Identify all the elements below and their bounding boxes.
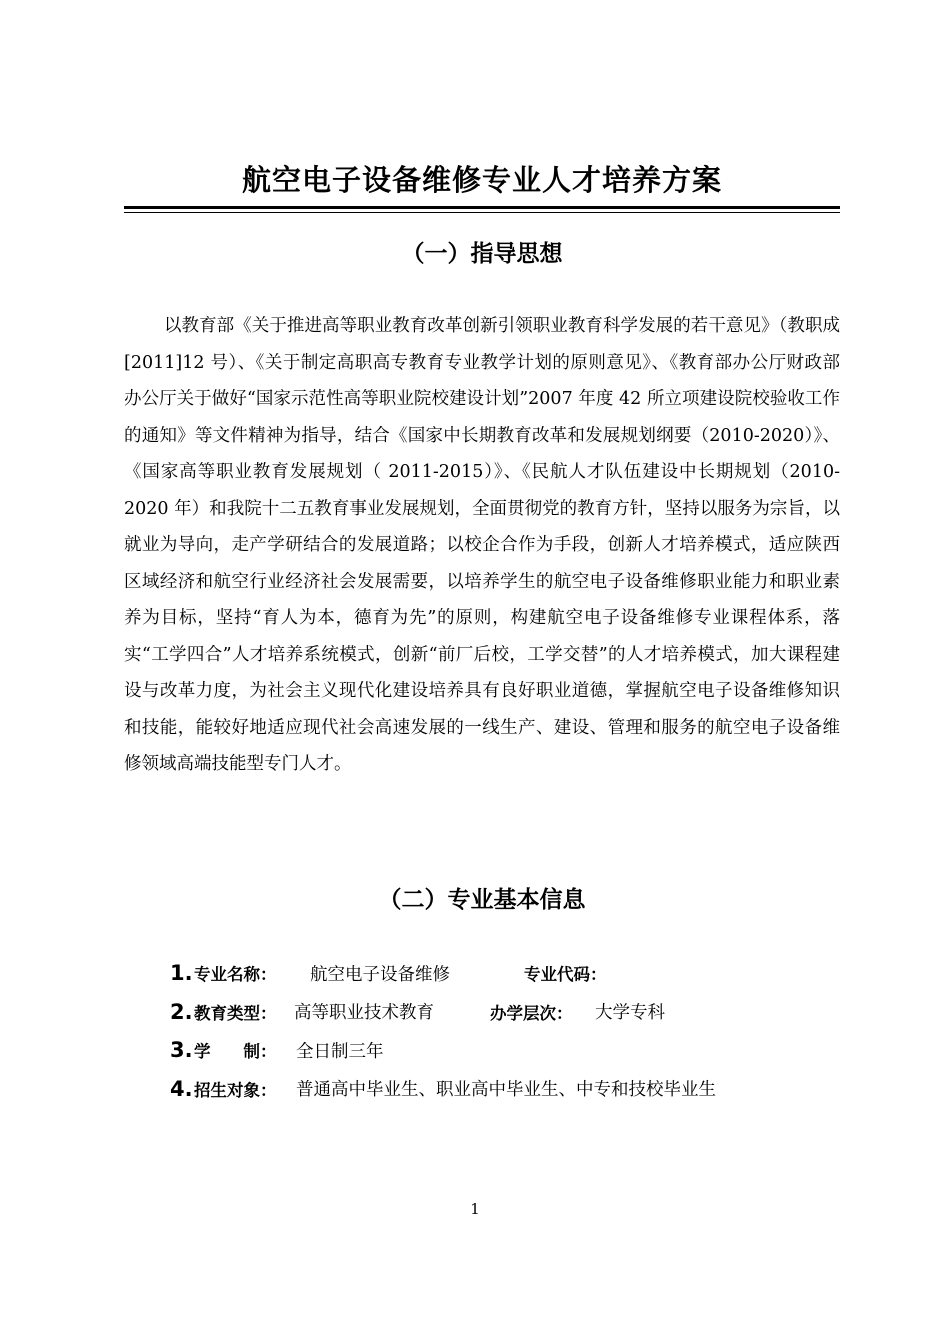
- duration-label: 学 制：: [194, 1042, 277, 1062]
- info-row-major-name: [170, 954, 850, 993]
- page-number: 1: [470, 1200, 480, 1218]
- enrollment-target-label: 招生对象：: [194, 1080, 277, 1100]
- document-title: 航空电子设备维修专业人才培养方案: [241, 163, 722, 197]
- item-number: 1.: [170, 961, 193, 986]
- title-rule-thin: [124, 212, 840, 213]
- info-row-enrollment-target: [170, 1070, 850, 1109]
- major-name-label: 专业名称：: [194, 965, 277, 985]
- item-number: 3.: [170, 1038, 193, 1063]
- section-heading-guiding-ideology: （一）指导思想: [401, 241, 563, 267]
- title-rule-thick: [124, 206, 840, 209]
- major-name-value: 航空电子设备维修: [310, 964, 450, 985]
- enrollment-target-value: 普通高中毕业生、职业高中毕业生、中专和技校毕业生: [296, 1080, 716, 1101]
- school-level-value: 大学专科: [595, 1003, 665, 1024]
- duration-value: 全日制三年: [296, 1041, 384, 1062]
- info-row-education-type: [170, 993, 850, 1032]
- section-heading-basic-info: （二）专业基本信息: [378, 887, 586, 913]
- item-number: 4.: [170, 1076, 193, 1101]
- major-code-label: 专业代码：: [524, 965, 607, 985]
- education-type-value: 高等职业技术教育: [294, 1003, 434, 1024]
- item-number: 2.: [170, 999, 193, 1024]
- basic-info-list: [170, 954, 850, 1108]
- education-type-label: 教育类型：: [194, 1003, 277, 1023]
- info-row-duration: [170, 1031, 850, 1070]
- guiding-ideology-paragraph: 以教育部《关于推进高等职业教育改革创新引领职业教育科学发展的若干意见》（教职成[2011]12 号）、《关于制定高职高专教育专业教学计划的原则意见》、《教育部办公厅财政部办公厅关于做好“国家示范性高等职业院校建设计划”2007 年度 42 所立项建设院校验收工作的通知》等文件精神为指导，结合《国家中长期教育改革和发展规划纲要（2010-2020）》、《国家高等职业教育发展规划（ 2011-2015）》、《民航人才队伍建设中长期规划（2010-2020 年）和我院十二五教育事业发展规划，全面贯彻党的教育方针，坚持以服务为宗旨，以就业为导向，走产学研结合的发展道路；以校企合作为手段，创新人才培养模式，适应陕西区域经济和航空行业经济社会发展需要，以培养学生的航空电子设备维修职业能力和职业素养为目标，坚持“育人为本，德育为先”的原则，构建航空电子设备维修专业课程体系，落实“工学四合”人才培养系统模式，创新“前厂后校，工学交替”的人才培养模式，加大课程建设与改革力度，为社会主义现代化建设培养具有良好职业道德，掌握航空电子设备维修知识和技能，能较好地适应现代社会高速发展的一线生产、建设、管理和服务的航空电子设备维修领域高端技能型专门人才。: [124, 316, 840, 774]
- school-level-label: 办学层次：: [490, 1003, 573, 1023]
